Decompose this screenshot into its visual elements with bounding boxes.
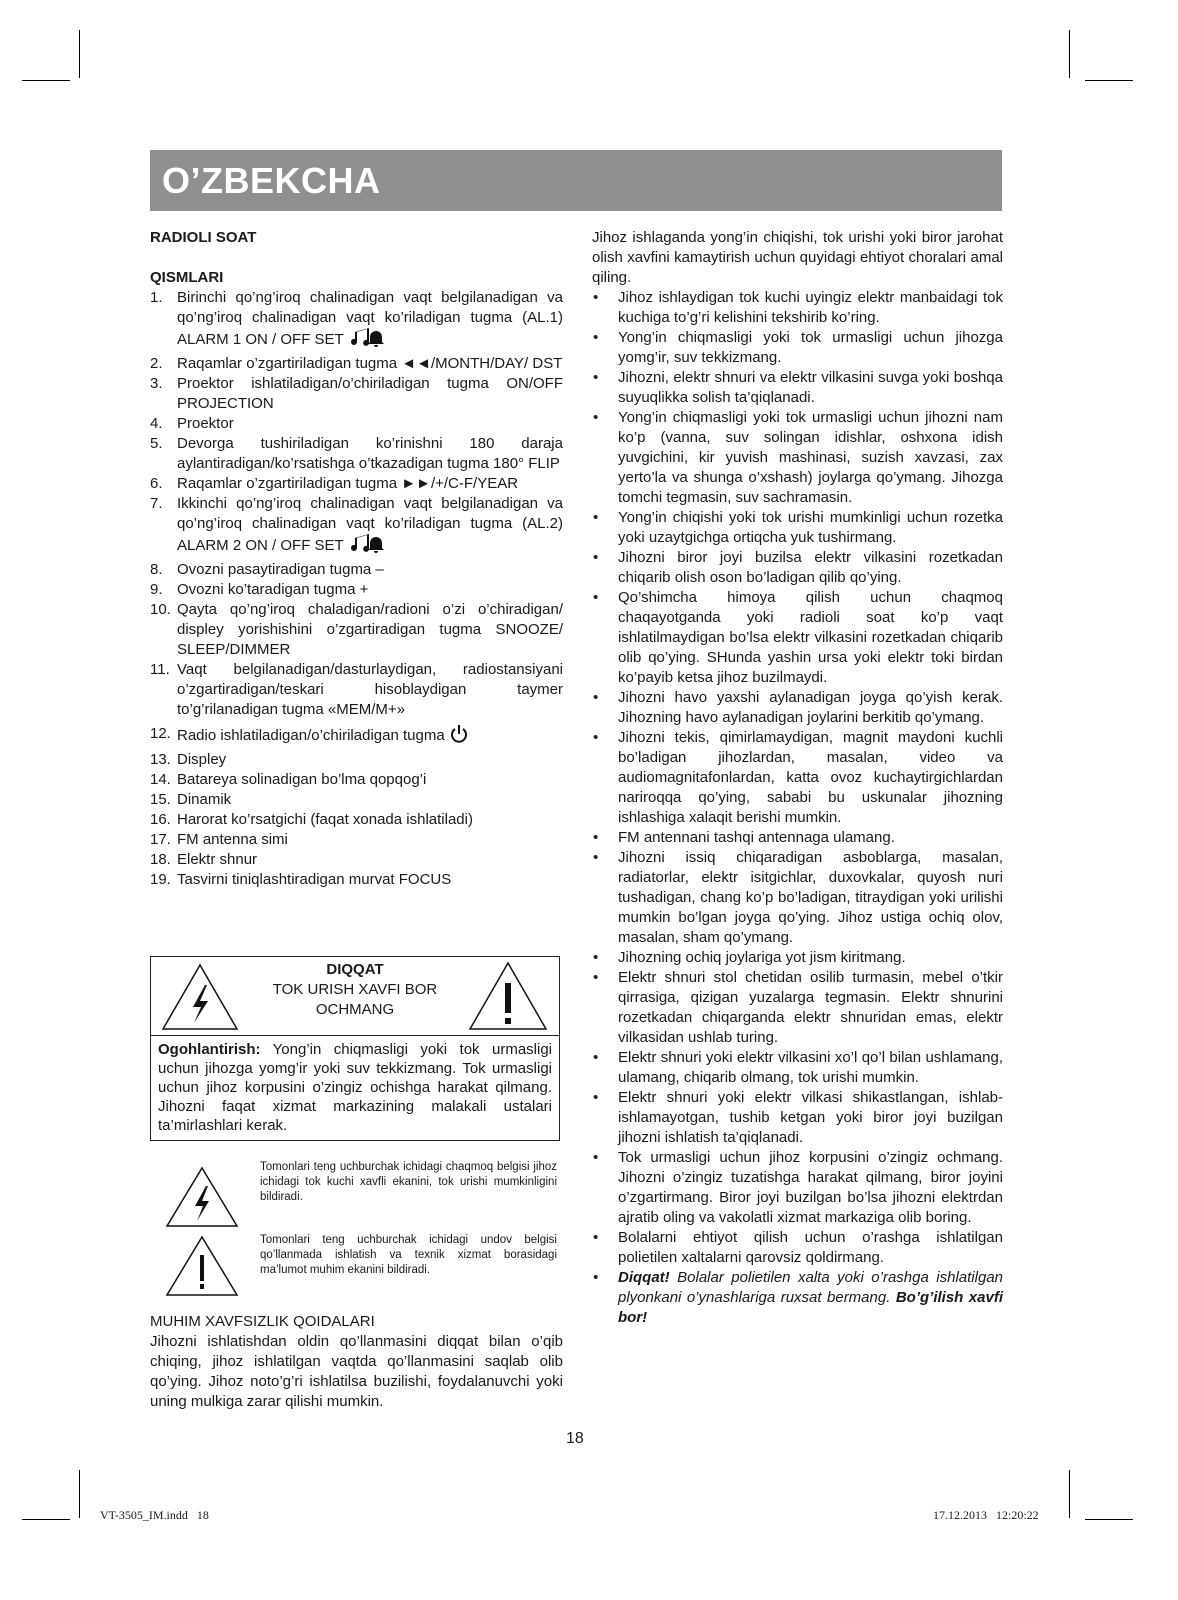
list-item: • Jihozni tekis, qimirlamaydigan, magnit maydoni kuchli bo’ladigan jihozlardan, masalan, video va audiomagnitafonlardan, katta ovoz kuchaytirgichlardan nariroqqa qo’ying, sababi bu uskunalar jihozning ishlashiga xalaqit berishi mumkin.	[592, 728, 1003, 828]
list-item: 8. Ovozni pasaytiradigan tugma –	[150, 561, 384, 578]
crop-mark	[79, 30, 80, 78]
right-column	[592, 228, 1003, 1328]
symbol-explanation-text: Tomonlari teng uchburchak ichidagi undov belgisi qo’llanmada ishlatish va texnik xizmat borasidagi ma’lumot muhim ekanini bildiradi.	[260, 1234, 557, 1276]
lightning-warning-icon	[161, 963, 239, 1036]
crop-mark	[1085, 80, 1133, 81]
list-item: 1. Birinchi qo’ng’iroq chalinadigan vaqt belgilanadigan va qo’ng’iroq chalinadigan vaqt ko’riladigan tugma (AL.1) ALARM 1 ON / OFF SET	[150, 288, 563, 354]
crop-mark	[79, 1470, 80, 1518]
list-item: 18. Elektr shnur	[150, 851, 258, 868]
crop-mark	[1069, 30, 1070, 78]
list-item: • Jihozni biror joyi buzilsa elektr vilkasini rozetkadan chiqarib olish oson bo’ladigan qilib qo’ying.	[592, 548, 1003, 588]
list-item: 3. Proektor ishlatiladigan/o’chiriladigan tugma ON/OFF PROJECTION	[150, 375, 563, 412]
list-item: 15. Dinamik	[150, 791, 232, 808]
list-item: 10. Qayta qo’ng’iroq chaladigan/radioni o’zi o’chiradigan/ displey yorishishini o’zgartiradigan tugma SNOOZE/ SLEEP/DIMMER	[150, 601, 563, 658]
list-item: 11. Vaqt belgilanadigan/dasturlaydigan, radiostansiyani o’zgartiradigan/teskari hisoblaydigan taymer to’g’rilanadigan tugma «MEM/M+»	[150, 661, 563, 718]
caution-box	[150, 956, 560, 1141]
list-item: 19. Tasvirni tiniqlashtiradigan murvat FOCUS	[150, 871, 452, 888]
caution-line: TOK URISH XAVFI BOR	[272, 981, 438, 998]
crop-mark	[22, 1519, 70, 1520]
list-item: 16. Harorat ko’rsatgichi (faqat xonada ishlatiladi)	[150, 811, 473, 828]
safety-intro: Jihozni ishlatishdan oldin qo’llanmasini diqqat bilan o’qib chiqing, jihoz ishlatilgan vaqtda qo’llanmasini saqlab olib qo’ying. Jihoz noto’g’ri ishlatilsa buzilishi, foydalanuvchi yoki uning mulkiga zarar qilishi mumkin.	[150, 1333, 563, 1410]
list-item: 9. Ovozni ko’taradigan tugma +	[150, 581, 369, 598]
list-item: 6. Raqamlar o’zgartiriladigan tugma ►►/+/C-F/YEAR	[150, 475, 519, 492]
list-item: • Bolalarni ehtiyot qilish uchun o’rashga ishlatilgan polietilen xaltalarni qarovsiz qoldirmang.	[592, 1228, 1003, 1268]
list-item: • Jihozning ochiq joylariga yot jism kiritmang.	[592, 948, 1003, 968]
list-item: • Elektr shnuri stol chetidan osilib turmasin, mebel o’tkir qirrasiga, qizigan yuzalarga tegmasin. Elektr shnurini rozetkadan chiqarganda elektr shnuridan emas, elektr vilkasidan ushlab turing.	[592, 968, 1003, 1048]
parts-list	[150, 288, 563, 890]
list-item: • Elektr shnuri yoki elektr vilkasini xo’l qo’l bilan ushlamang, ulamang, chiqarib olmang, tok urishi mumkin.	[592, 1048, 1003, 1088]
list-item: • Jihozni issiq chiqaradigan asboblarga, masalan, radiatorlar, elektr isitgichlar, duxovkalar, quyosh nuri tushadigan, chang ko’p bo’ladigan, titraydigan yoki urilishi mumkin bo’lgan joyga qo’ying. Jihoz ustiga ochiq olov, masalan, sham qo’ymang.	[592, 848, 1003, 948]
caution-warning: Ogohlantirish: Yong’in chiqmasligi yoki tok urmasligi uchun jihozga yomg’ir yoki suv tekkizmang. Tok urmasligi uchun jihoz korpusini o’zingiz ochishga harakat qilmang. Jihozni faqat xizmat markazining malakali ustalari ta’mirlashlari kerak.	[158, 1041, 552, 1134]
caution-line: OCHMANG	[315, 1001, 395, 1018]
language-banner	[150, 150, 1002, 211]
list-item: • FM antennani tashqi antennaga ulamang.	[592, 828, 1003, 848]
safety-section	[150, 1312, 563, 1412]
list-item: 14. Batareya solinadigan bo’lma qopqog’i	[150, 771, 427, 788]
safety-heading: MUHIM XAVFSIZLIK QOIDALARI	[150, 1313, 375, 1330]
list-item: 5. Devorga tushiriladigan ko’rinishni 180 daraja aylantiradigan/ko’rsatishga o’tkazadigan tugma 180° FLIP	[150, 435, 563, 472]
safety-rules-list	[592, 288, 1003, 1328]
list-item: • Jihoz ishlaydigan tok kuchi uyingiz elektr manbaidagi tok kuchiga to’g’ri kelishini tekshirib ko’ring.	[592, 288, 1003, 328]
list-item: 4. Proektor	[150, 415, 234, 432]
list-item: • Tok urmasligi uchun jihoz korpusini o’zingiz ochmang. Jihozni o’zingiz tuzatishga harakat qilmang, biror joyini o’zgartirmang. Biror joyi buzilgan bo’lsa jihozni elektrdan ajratib oling va vakolatli xizmat markaziga olib boring.	[592, 1148, 1003, 1228]
crop-mark	[1069, 1470, 1070, 1518]
list-item: • Elektr shnuri yoki elektr vilkasi shikastlangan, ishlab-ishlamayotgan, tushib ketgan yoki biror joyi buzilgan jihozni ishlatish ta’qiqlanadi.	[592, 1088, 1003, 1148]
list-item: • Qo’shimcha himoya qilish uchun chaqmoq chaqayotganda yoki radioli soat ko’p vaqt ishlatilmaydigan bo’lsa elektr vilkasini rozetkadan chiqarib olib qo’ying. SHunda yashin ursa yoki elektr toki birdan ko’payib ketsa jihoz buzilmaydi.	[592, 588, 1003, 688]
list-item: 7. Ikkinchi qo’ng’iroq chalinadigan vaqt belgilanadigan va qo’ng’iroq chalinadigan vaqt ko’riladigan tugma (AL.2) ALARM 2 ON / OFF SET	[150, 494, 563, 560]
list-item: • Yong’in chiqishi yoki tok urishi mumkinligi uchun rozetka yoki uzaytgichga ortiqcha yuk tushirmang.	[592, 508, 1003, 548]
list-item: 17. FM antenna simi	[150, 831, 288, 848]
rules-intro: Jihoz ishlaganda yong’in chiqishi, tok urishi yoki biror jarohat olish xavfini kamaytirish uchun quyidagi ehtiyot choralari amal qiling.	[592, 229, 1003, 286]
lightning-warning-icon	[165, 1166, 239, 1233]
list-item: 13. Displey	[150, 751, 227, 768]
list-item: 12. Radio ishlatiladigan/o’chiriladigan tugma	[150, 724, 563, 750]
footer-date: 17.12.2013 12:20:22	[933, 1508, 1039, 1522]
alarm-note-bell-icon	[348, 534, 388, 560]
page-number: 18	[566, 1430, 584, 1447]
list-item: • Yong’in chiqmasligi yoki tok urmasligi uchun jihozga yomg’ir, suv tekkizmang.	[592, 328, 1003, 368]
banner-title: O’ZBEKCHA	[162, 160, 381, 201]
symbol-explanation-text: Tomonlari teng uchburchak ichidagi chaqmoq belgisi jihoz ichidagi tok kuchi xavfli ekanini, tok urishi mumkinligini bildiradi.	[260, 1161, 557, 1203]
caution-header	[151, 957, 559, 1036]
alarm-note-bell-icon	[348, 328, 388, 354]
crop-mark	[1085, 1519, 1133, 1520]
list-item: • Jihozni havo yaxshi aylanadigan joyga qo’yish kerak. Jihozning havo aylanadigan joylarini berkitib qo’ymang.	[592, 688, 1003, 728]
exclamation-warning-icon	[165, 1235, 239, 1302]
footer-file: VT-3505_IM.indd 18	[100, 1508, 209, 1522]
exclamation-warning-icon	[468, 961, 548, 1036]
list-item: 2. Raqamlar o’zgartiriladigan tugma ◄◄/MONTH/DAY/ DST	[150, 355, 563, 372]
list-item: • Jihozni, elektr shnuri va elektr vilkasini suvga yoki boshqa suyuqlikka solish ta’qiqlanadi.	[592, 368, 1003, 408]
choking-warning-item: • Diqqat! Bolalar polietilen xalta yoki o’rashga ishlatilgan plyonkani o’ynashlariga ruxsat bermang. Bo’g’ilish xavfi bor!	[592, 1268, 1003, 1328]
list-item: • Yong’in chiqmasligi yoki tok urmasligi uchun jihozni nam ko’p (vanna, suv solingan idishlar, oshxona idish yuvgichini, kir yuvish mashinasi, suzish xavzasi, zax yerto’la va shunga o’xshash) joylarga qo’ymang. Jihozga tomchi tegmasin, suv sachramasin.	[592, 408, 1003, 508]
left-column	[150, 228, 563, 890]
product-title: RADIOLI SOAT	[150, 229, 257, 246]
crop-mark	[22, 80, 70, 81]
power-icon	[449, 724, 469, 750]
parts-heading: QISMLARI	[150, 269, 224, 286]
caution-text	[241, 960, 469, 1020]
caution-title: DIQQAT	[326, 961, 384, 978]
